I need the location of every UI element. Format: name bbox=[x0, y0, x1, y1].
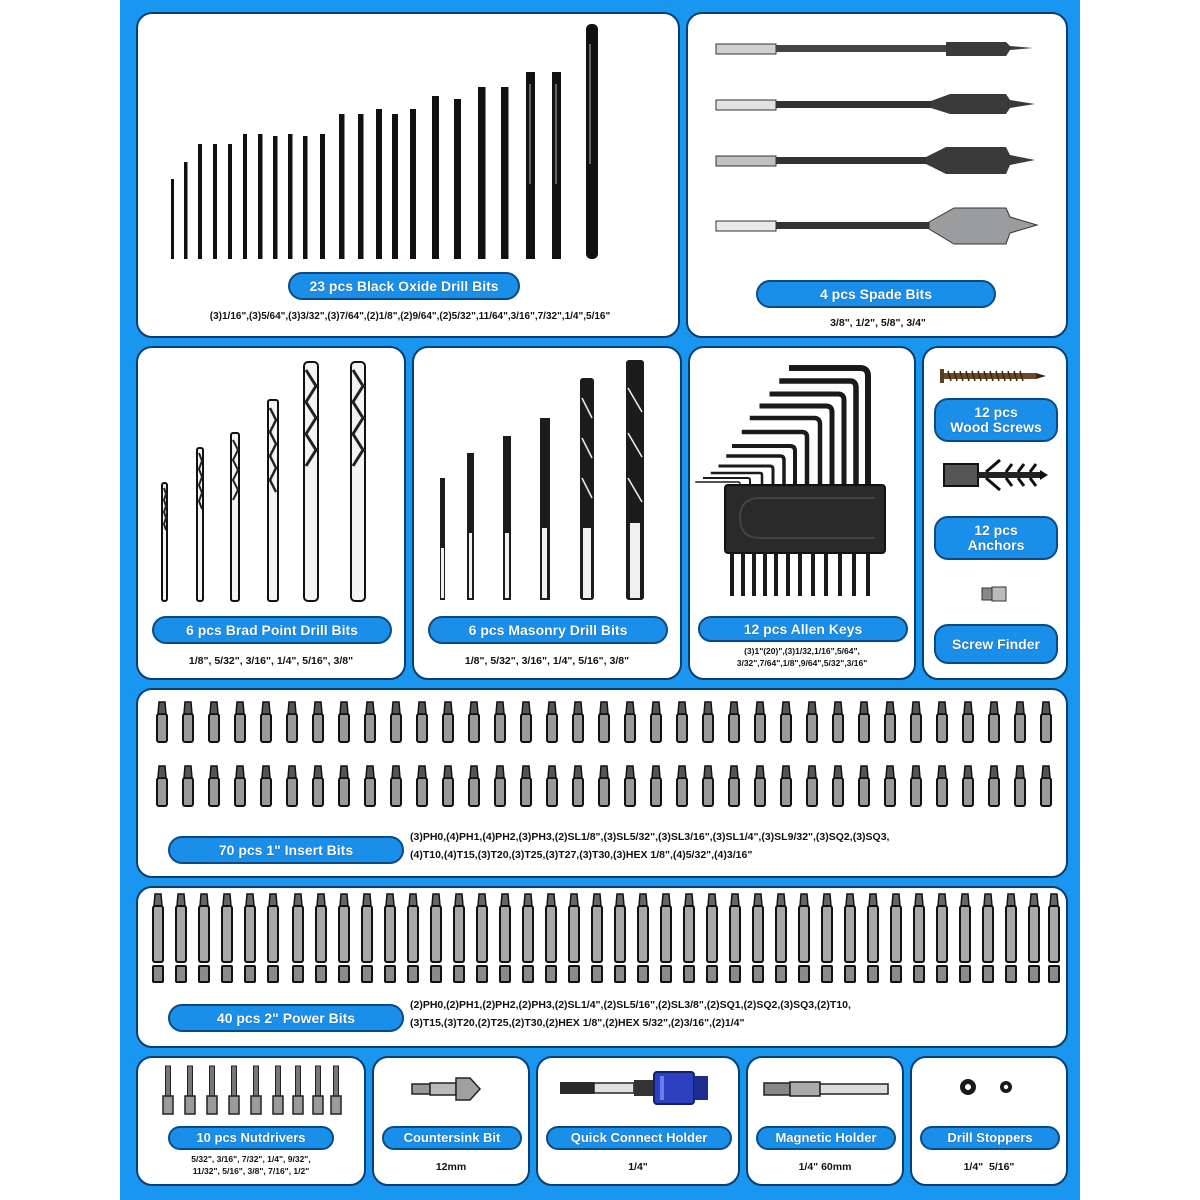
panel-drill-stoppers bbox=[910, 1056, 1068, 1186]
countersink-bit-icon bbox=[410, 1074, 490, 1104]
label-countersink: Countersink Bit bbox=[382, 1126, 522, 1150]
quick-connect-holder-icon bbox=[556, 1068, 726, 1108]
sizes-insert-bits-line2: (4)T10,(4)T15,(3)T20,(3)T25,(3)T27,(3)T30,(3)HEX 1/8",(4)5/32",(4)3/16" bbox=[410, 849, 753, 861]
sizes-power-bits-line1: (2)PH0,(2)PH1,(2)PH2,(2)PH3,(2)SL1/4",(2)SL5/16",(2)SL3/8",(2)SQ1,(2)SQ2,(3)SQ3,(2)T10, bbox=[410, 999, 851, 1011]
label-anchors-line2: Anchors bbox=[967, 537, 1025, 553]
sizes-power-bits-line2: (3)T15,(3)T20,(2)T25,(2)T30,(2)HEX 1/8",(2)HEX 5/32",(2)3/16",(2)1/4" bbox=[410, 1017, 745, 1029]
sizes-brad-point: 1/8", 5/32", 3/16", 1/4", 5/16", 3/8" bbox=[188, 655, 354, 667]
label-power-bits: 40 pcs 2" Power Bits bbox=[168, 1004, 404, 1032]
magnetic-holder-icon bbox=[762, 1074, 892, 1104]
sizes-black-oxide: (3)1/16",(3)5/64",(3)3/32",(3)7/64",(2)1/8",(2)9/64",(2)5/32",11/64",3/16",7/32",1/4",5/16" bbox=[209, 311, 611, 322]
spade-bit-icon bbox=[688, 14, 1068, 254]
panel-black-oxide-drill-bits bbox=[136, 12, 680, 338]
panel-screws-anchors-finder bbox=[922, 346, 1068, 680]
sizes-magnetic-holder: 1/4" 60mm bbox=[798, 1161, 852, 1173]
panel-spade-bits bbox=[686, 12, 1068, 338]
drill-stopper-icon bbox=[940, 1072, 1040, 1102]
screw-finder-icon bbox=[980, 584, 1010, 604]
power-bit-icon bbox=[138, 888, 1066, 988]
label-allen-keys: 12 pcs Allen Keys bbox=[698, 616, 908, 642]
label-brad-point: 6 pcs Brad Point Drill Bits bbox=[152, 616, 392, 644]
label-magnetic-holder: Magnetic Holder bbox=[756, 1126, 896, 1150]
wood-screw-icon bbox=[938, 366, 1048, 386]
insert-bit-icon bbox=[138, 690, 1066, 810]
sizes-masonry: 1/8", 5/32", 3/16", 1/4", 5/16", 3/8" bbox=[464, 655, 630, 667]
sizes-drill-stoppers: 1/4" 5/16" bbox=[963, 1161, 1015, 1173]
sizes-spade-bits: 3/8", 1/2", 5/8", 3/4" bbox=[830, 317, 926, 329]
panel-countersink bbox=[372, 1056, 530, 1186]
sizes-nutdrivers-line2: 11/32", 5/16", 3/8", 7/16", 1/2" bbox=[192, 1166, 310, 1176]
panel-power-bits bbox=[136, 886, 1068, 1048]
sizes-nutdrivers-line1: 5/32", 3/16", 7/32", 1/4", 9/32", bbox=[191, 1154, 311, 1164]
label-insert-bits: 70 pcs 1" Insert Bits bbox=[168, 836, 404, 864]
label-wood-screws-line1: 12 pcs bbox=[974, 404, 1018, 421]
label-quick-connect: Quick Connect Holder bbox=[546, 1126, 732, 1150]
panel-brad-point-drill-bits bbox=[136, 346, 406, 680]
label-wood-screws bbox=[934, 398, 1058, 442]
twist-drill-bit-icon bbox=[138, 14, 678, 264]
label-screw-finder: Screw Finder bbox=[934, 624, 1058, 664]
panel-insert-bits bbox=[136, 688, 1068, 878]
blue-canvas bbox=[120, 0, 1080, 1200]
brad-point-bit-icon bbox=[138, 348, 404, 604]
sizes-countersink: 12mm bbox=[435, 1161, 467, 1173]
label-anchors bbox=[934, 516, 1058, 560]
sizes-insert-bits-line1: (3)PH0,(4)PH1,(4)PH2,(3)PH3,(2)SL1/8",(3)SL5/32",(3)SL3/16",(3)SL1/4",(3)SL9/32",(3)SQ2,(3)SQ3, bbox=[410, 831, 890, 843]
label-nutdrivers: 10 pcs Nutdrivers bbox=[168, 1126, 334, 1150]
sizes-allen-keys-line1: (3)1"(20)",(3)1/32,1/16",5/64", bbox=[744, 646, 860, 656]
panel-quick-connect-holder bbox=[536, 1056, 740, 1186]
sizes-quick-connect: 1/4" bbox=[628, 1161, 648, 1173]
label-wood-screws-line2: Wood Screws bbox=[950, 419, 1042, 435]
label-spade-bits: 4 pcs Spade Bits bbox=[756, 280, 996, 308]
panel-magnetic-holder bbox=[746, 1056, 904, 1186]
panel-masonry-drill-bits bbox=[412, 346, 682, 680]
sizes-allen-keys-line2: 3/32",7/64",1/8",9/64",5/32",3/16" bbox=[736, 658, 868, 668]
allen-key-set-icon bbox=[690, 348, 914, 608]
nutdriver-icon bbox=[138, 1062, 364, 1118]
masonry-bit-icon bbox=[414, 348, 680, 604]
wall-anchor-icon bbox=[938, 456, 1058, 496]
label-black-oxide: 23 pcs Black Oxide Drill Bits bbox=[288, 272, 520, 300]
label-drill-stoppers: Drill Stoppers bbox=[920, 1126, 1060, 1150]
panel-nutdrivers bbox=[136, 1056, 366, 1186]
panel-allen-keys bbox=[688, 346, 916, 680]
label-masonry: 6 pcs Masonry Drill Bits bbox=[428, 616, 668, 644]
label-anchors-line1: 12 pcs bbox=[974, 522, 1018, 539]
